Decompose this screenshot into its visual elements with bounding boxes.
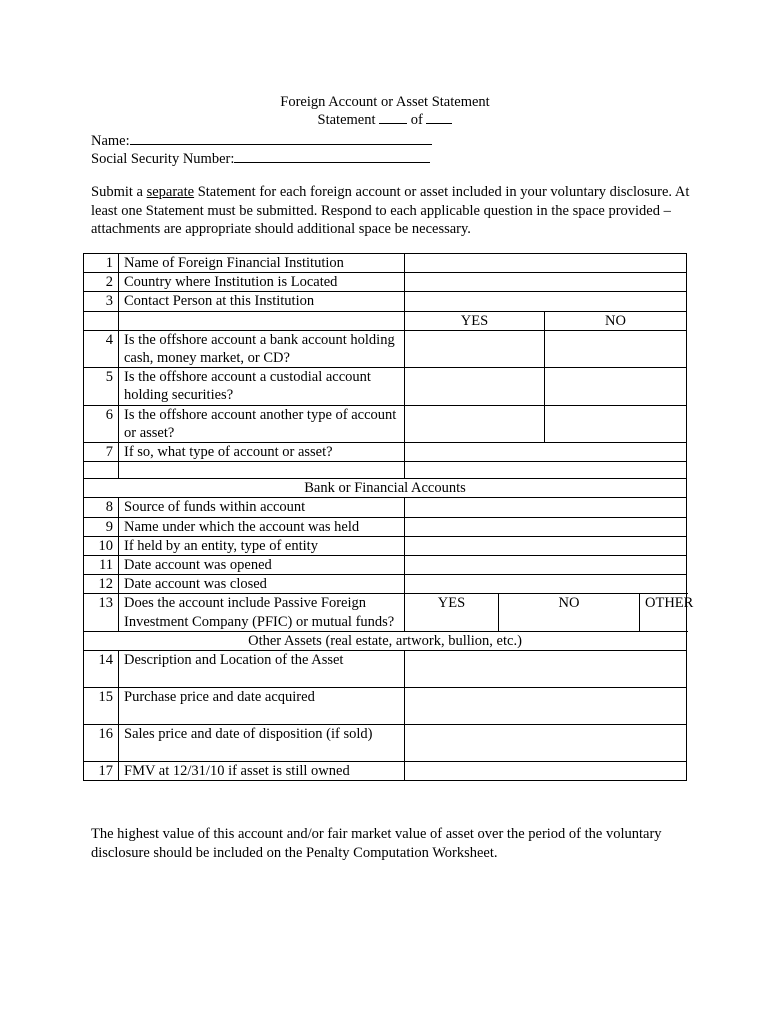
answer-cell[interactable] — [405, 254, 687, 273]
separate-emphasis: separate — [146, 184, 195, 200]
statement-prefix: Statement — [317, 112, 376, 128]
section-header-row — [84, 479, 687, 498]
answer-cell[interactable] — [405, 688, 687, 725]
pfic-yes-option[interactable]: YES — [405, 594, 499, 631]
bank-section-title: Bank or Financial Accounts — [84, 479, 687, 498]
no-answer-cell[interactable] — [545, 368, 687, 405]
table-row: 1 Name of Foreign Financial Institution — [84, 254, 687, 273]
table-row: 2 Country where Institution is Located — [84, 273, 687, 292]
answer-cell[interactable] — [405, 536, 687, 555]
ssn-blank[interactable] — [234, 148, 430, 163]
answer-cell[interactable] — [405, 292, 687, 311]
answer-cell[interactable] — [405, 556, 687, 575]
table-row: 7 If so, what type of account or asset? — [84, 443, 687, 462]
instructions-paragraph: Submit a separate Statement for each foreign account or asset included in your voluntary disclosure. At least one Statement must be submitted. Respond to each applicable question in the space provided –attachments are appropriate should additional space be necessary. — [91, 184, 690, 237]
name-label: Name: — [91, 133, 130, 149]
table-row: 4 Is the offshore account a bank account holding cash, money market, or CD? — [84, 330, 687, 367]
no-answer-cell[interactable] — [545, 405, 687, 442]
answer-cell[interactable] — [405, 498, 687, 517]
answer-cell[interactable] — [405, 725, 687, 762]
name-field-row — [91, 130, 432, 150]
yes-no-header-row — [84, 311, 687, 330]
footer-note: The highest value of this account and/or fair market value of asset over the period of the voluntary disclosure should be included on the Penalty Computation Worksheet. — [91, 826, 662, 861]
statement-counter — [0, 112, 770, 129]
table-row: 8 Source of funds within account — [84, 498, 687, 517]
ssn-field-row — [91, 148, 430, 168]
table-row: 3 Contact Person at this Institution — [84, 292, 687, 311]
table-row: 17 FMV at 12/31/10 if asset is still owned — [84, 762, 687, 781]
ssn-label: Social Security Number: — [91, 151, 235, 167]
table-row: 11 Date account was opened — [84, 556, 687, 575]
other-assets-section-title: Other Assets (real estate, artwork, bullion, etc.) — [84, 631, 687, 650]
no-answer-cell[interactable] — [545, 330, 687, 367]
answer-cell[interactable] — [405, 651, 687, 688]
name-blank[interactable] — [130, 130, 432, 145]
table-row: 9 Name under which the account was held — [84, 517, 687, 536]
table-row: 12 Date account was closed — [84, 575, 687, 594]
answer-cell[interactable] — [405, 517, 687, 536]
yes-answer-cell[interactable] — [405, 330, 545, 367]
statement-table — [83, 253, 694, 781]
section-header-row — [84, 631, 687, 650]
statement-total-blank[interactable] — [426, 123, 452, 124]
answer-cell[interactable] — [405, 443, 687, 462]
answer-cell[interactable] — [405, 762, 687, 781]
answer-cell[interactable] — [405, 273, 687, 292]
yes-answer-cell[interactable] — [405, 405, 545, 442]
table-row: 13 Does the account include Passive Foreign Investment Company (PFIC) or mutual funds? YES NO OTHER — [84, 594, 687, 631]
form-title: Foreign Account or Asset Statement — [280, 94, 490, 110]
pfic-other-option[interactable]: OTHER — [640, 594, 687, 631]
yes-column-header: YES — [405, 311, 545, 330]
no-column-header: NO — [545, 311, 687, 330]
spacer-row — [84, 462, 687, 479]
answer-cell[interactable] — [405, 575, 687, 594]
table-row: 14 Description and Location of the Asset — [84, 651, 687, 688]
table-row: 15 Purchase price and date acquired — [84, 688, 687, 725]
table-row: 6 Is the offshore account another type of account or asset? — [84, 405, 687, 442]
table-row: 16 Sales price and date of disposition (if sold) — [84, 725, 687, 762]
statement-number-blank[interactable] — [379, 123, 407, 124]
yes-answer-cell[interactable] — [405, 368, 545, 405]
table-row: 10 If held by an entity, type of entity — [84, 536, 687, 555]
table-row: 5 Is the offshore account a custodial account holding securities? — [84, 368, 687, 405]
statement-of: of — [410, 112, 423, 128]
pfic-no-option[interactable]: NO — [499, 594, 640, 631]
